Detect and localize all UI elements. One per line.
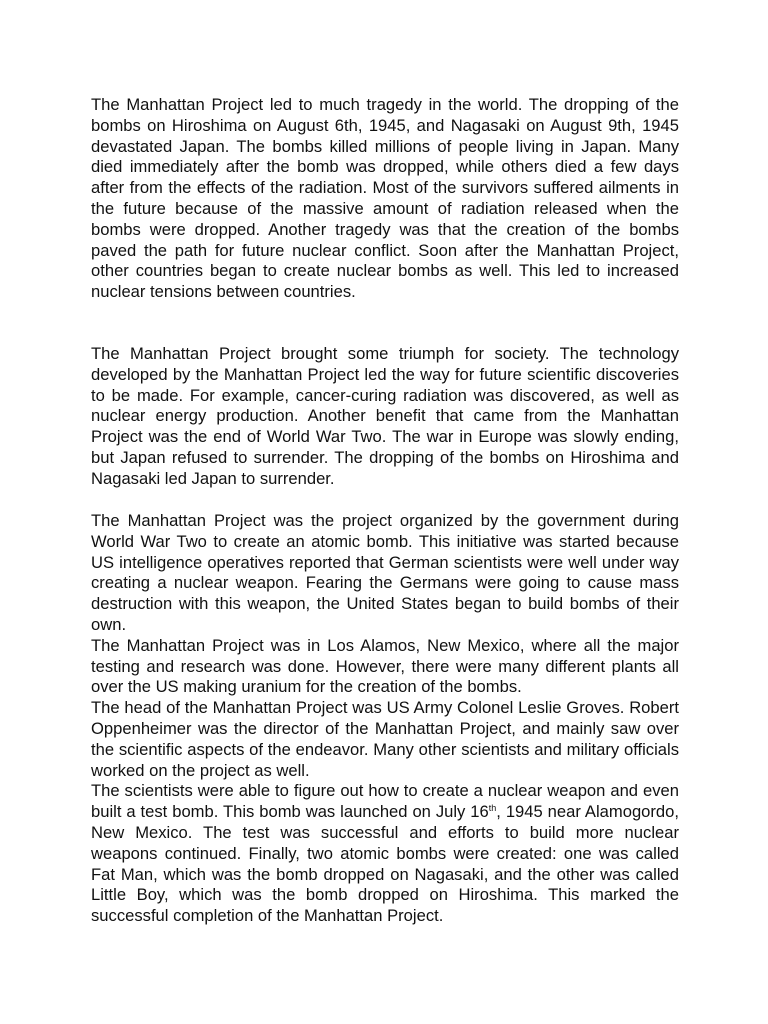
paragraph-text: The Manhattan Project led to much tragedy in the world. The dropping of the bombs on Hiroshima on August 6th, 1945, and Nagasaki on August 9th, 1945 devastated Japan. The bombs killed millions of people living in Japan. Many died immediately after the bomb was dropped, while others died a few days after from the effects of the radiation. Most of the survivors suffered ailments in the future because of the massive amount of radiation released when the bombs were dropped. Another tragedy was that the creation of the bombs paved the path for future nuclear conflict. Soon after the Manhattan Project, other countries began to create nuclear bombs as well. This led to increased nuclear tensions between countries. (91, 95, 679, 302)
paragraph-tragedy (91, 95, 679, 303)
paragraph-overview: The Manhattan Project was the project organized by the government during World War Two to create an atomic bomb. This initiative was started because US intelligence operatives reported that German scientists were well under way creating a nuclear weapon. Fearing the Germans were going to cause mass destruction with this weapon, the United States began to build bombs of their own. (91, 511, 679, 634)
paragraph-group-history (91, 511, 679, 927)
paragraph-location: The Manhattan Project was in Los Alamos, New Mexico, where all the major testing and research was done. However, there were many different plants all over the US making uranium for the creation of the bombs. (91, 635, 679, 697)
text-before-superscript: The scientists were able to figure out how to create a nuclear weapon and even built a test bomb. This bomb was launched on July 16 (91, 781, 679, 822)
ordinal-superscript: th (488, 803, 497, 814)
paragraph-test-bomb (91, 781, 679, 927)
paragraph-text: The Manhattan Project brought some triumph for society. The technology developed by the Manhattan Project led the way for future scientific discoveries to be made. For example, cancer-curing radiation was discovered, as well as nuclear energy production. Another benefit that came from the Manhattan Project was the end of World War Two. The war in Europe was slowly ending, but Japan refused to surrender. The dropping of the bombs on Hiroshima and Nagasaki led Japan to surrender. (91, 344, 679, 488)
text-after-superscript: , 1945 near Alamogordo, New Mexico. The test was successful and efforts to build more nuclear weapons continued. Finally, two atomic bombs were created: one was called Fat Man, which was the bomb dropped on Nagasaki, and the other was called Little Boy, which was the bomb dropped on Hiroshima. This marked the successful completion of the Manhattan Project. (91, 802, 679, 926)
paragraph-triumph (91, 344, 679, 490)
paragraph-leadership: The head of the Manhattan Project was US Army Colonel Leslie Groves. Robert Oppenheimer was the director of the Manhattan Project, and mainly saw over the scientific aspects of the endeavor. Many other scientists and military officials worked on the project as well. (91, 698, 679, 780)
